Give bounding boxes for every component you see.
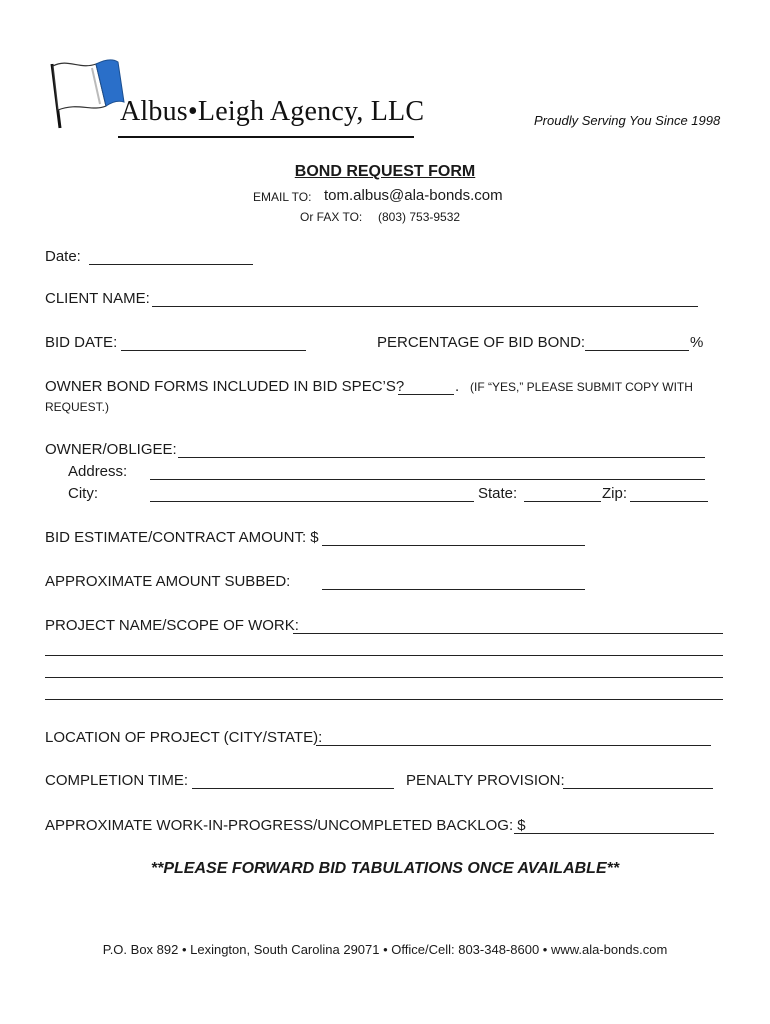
location-label: LOCATION OF PROJECT (CITY/STATE): <box>45 729 323 746</box>
email-label: EMAIL TO: <box>253 190 312 204</box>
address-label: Address: <box>68 463 128 480</box>
footer: P.O. Box 892 • Lexington, South Carolina 29071 • Office/Cell: 803-348-8600 • www.ala-bonds.com <box>102 942 668 957</box>
state-field[interactable] <box>524 501 601 502</box>
project-scope-line[interactable] <box>45 655 723 656</box>
percentage-field[interactable] <box>585 350 689 351</box>
company-rule <box>118 136 414 138</box>
location-field[interactable] <box>316 745 711 746</box>
tagline: Proudly Serving You Since 1998 <box>534 113 721 128</box>
bid-date-label: BID DATE: <box>45 334 118 351</box>
bid-estimate-label: BID ESTIMATE/CONTRACT AMOUNT: $ <box>45 529 319 546</box>
date-label: Date: <box>45 248 81 265</box>
penalty-field[interactable] <box>563 788 713 789</box>
project-name-label: PROJECT NAME/SCOPE OF WORK: <box>45 617 299 634</box>
fax-number: (803) 753-9532 <box>378 210 461 224</box>
owner-forms-field[interactable] <box>398 394 454 395</box>
zip-field[interactable] <box>630 501 708 502</box>
date-field[interactable] <box>89 264 253 265</box>
owner-forms-note-continued: REQUEST.) <box>45 400 110 414</box>
fax-label: Or FAX TO: <box>300 210 363 224</box>
company-name: Albus•Leigh Agency, LLC <box>120 96 425 127</box>
approx-subbed-label: APPROXIMATE AMOUNT SUBBED: <box>45 573 291 590</box>
form-title: BOND REQUEST FORM <box>294 163 476 180</box>
address-field[interactable] <box>150 479 705 480</box>
bid-date-field[interactable] <box>121 350 306 351</box>
percent-sign: % <box>690 334 704 351</box>
bid-estimate-field[interactable] <box>322 545 585 546</box>
owner-forms-period: . <box>455 378 460 395</box>
backlog-label: APPROXIMATE WORK-IN-PROGRESS/UNCOMPLETED BACKLOG: $ <box>45 817 526 834</box>
owner-forms-label: OWNER BOND FORMS INCLUDED IN BID SPEC’S? <box>45 378 405 395</box>
project-scope-line[interactable] <box>45 677 723 678</box>
client-name-label: CLIENT NAME: <box>45 290 150 307</box>
completion-time-field[interactable] <box>192 788 394 789</box>
owner-obligee-label: OWNER/OBLIGEE: <box>45 441 177 458</box>
owner-obligee-field[interactable] <box>178 457 705 458</box>
completion-time-label: COMPLETION TIME: <box>45 772 189 789</box>
project-scope-line[interactable] <box>45 699 723 700</box>
client-name-field[interactable] <box>152 306 698 307</box>
flag-icon <box>46 54 126 134</box>
closing-note: **PLEASE FORWARD BID TABULATIONS ONCE AVAILABLE** <box>150 860 620 877</box>
backlog-field[interactable] <box>514 833 714 834</box>
owner-forms-note: (IF “YES,” PLEASE SUBMIT COPY WITH <box>470 380 693 394</box>
city-field[interactable] <box>150 501 474 502</box>
city-label: City: <box>68 485 98 502</box>
percentage-label: PERCENTAGE OF BID BOND: <box>377 334 586 351</box>
approx-subbed-field[interactable] <box>322 589 585 590</box>
project-name-field[interactable] <box>293 633 723 634</box>
penalty-label: PENALTY PROVISION: <box>406 772 565 789</box>
email-address: tom.albus@ala-bonds.com <box>324 187 503 204</box>
state-label: State: <box>478 485 518 502</box>
zip-label: Zip: <box>602 485 628 502</box>
